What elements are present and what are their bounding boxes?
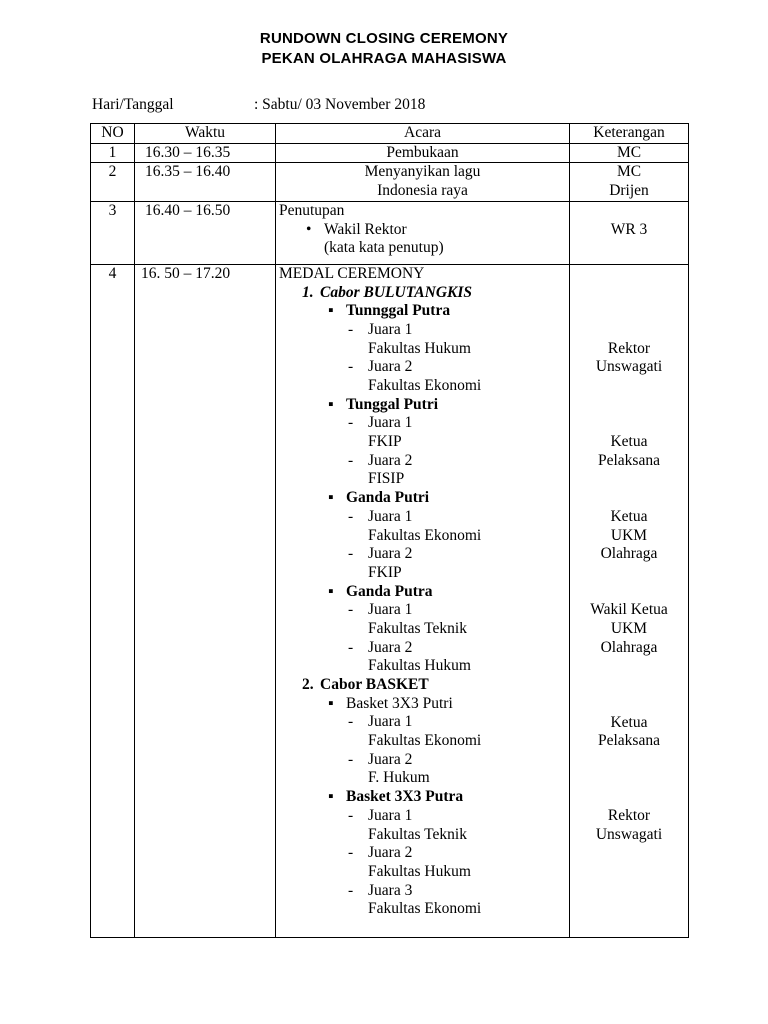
row-acara: Pembukaan (276, 143, 570, 163)
winner-faculty: Fakultas Ekonomi (368, 526, 482, 544)
keterangan-line: Rektor (607, 339, 651, 357)
col-header-waktu: Waktu (135, 124, 276, 144)
winner-rank: - Juara 3 (348, 881, 413, 899)
table-row (91, 143, 689, 163)
date-value: : Sabtu/ 03 November 2018 (254, 96, 426, 113)
keterangan-line: Drijen (609, 182, 649, 200)
event-heading: ▪ Tunggal Putri (328, 395, 439, 413)
square-bullet-icon: ▪ (328, 694, 334, 712)
row-keterangan (570, 201, 689, 264)
square-bullet-icon: ▪ (328, 582, 334, 600)
winner-rank: - Juara 1 (348, 320, 413, 338)
dash-icon: - (348, 507, 354, 525)
dash-icon: - (348, 414, 354, 432)
winner-faculty: Fakultas Teknik (368, 825, 467, 843)
keterangan-line: Unswagati (595, 825, 663, 843)
dash-icon: - (348, 451, 354, 469)
keterangan-line: UKM (610, 526, 648, 544)
square-bullet-icon: ▪ (328, 489, 334, 507)
dash-icon: - (348, 881, 354, 899)
acara-line: Menyanyikan lagu (364, 163, 481, 181)
cabor-heading: 2. Cabor BASKET (302, 676, 429, 693)
keterangan-line: Pelaksana (598, 451, 660, 469)
dash-icon: - (348, 601, 354, 619)
keterangan-line: Ketua (610, 713, 648, 731)
winner-rank: - Juara 2 (348, 545, 413, 563)
winner-rank: - Juara 2 (348, 844, 413, 862)
keterangan-line: UKM (610, 620, 648, 638)
winner-faculty: FISIP (368, 470, 405, 488)
row-no: 2 (91, 163, 135, 201)
event-heading: ▪ Tunnggal Putra (328, 302, 451, 320)
dash-icon: - (348, 844, 354, 862)
dash-icon: - (348, 358, 354, 376)
keterangan-line: Ketua (610, 507, 648, 525)
winner-faculty: Fakultas Ekonomi (368, 900, 482, 918)
winner-faculty: FKIP (368, 433, 402, 451)
winner-faculty: Fakultas Hukum (368, 862, 471, 880)
dash-icon: - (348, 750, 354, 768)
square-bullet-icon: ▪ (328, 395, 334, 413)
table-row (91, 163, 689, 201)
keterangan-line: Rektor (607, 807, 651, 825)
bullet-icon: • (306, 220, 312, 238)
table-header-row (91, 124, 689, 144)
acara-bullet-text: Wakil Rektor (324, 220, 407, 238)
keterangan-line: Olahraga (600, 545, 658, 563)
row-no: 3 (91, 201, 135, 264)
acara-title: Penutupan (279, 201, 345, 219)
winner-rank: - Juara 1 (348, 806, 413, 824)
winner-rank: - Juara 2 (348, 358, 413, 376)
acara-sub: (kata kata penutup) (324, 239, 444, 257)
keterangan-line: Wakil Ketua (590, 601, 668, 619)
winner-faculty: Fakultas Ekonomi (368, 377, 482, 394)
winner-rank: - Juara 1 (348, 414, 413, 432)
winner-faculty: F. Hukum (368, 769, 430, 787)
row-keterangan-medal (570, 264, 689, 937)
rundown-table (90, 123, 689, 938)
winner-rank: - Juara 1 (348, 507, 413, 525)
row-acara (276, 201, 570, 264)
event-heading: ▪ Basket 3X3 Putri (328, 694, 453, 712)
dash-icon: - (348, 320, 354, 338)
col-header-no: NO (91, 124, 135, 144)
col-header-acara: Acara (276, 124, 570, 144)
keterangan-line: Ketua (610, 433, 648, 451)
col-header-keterangan: Keterangan (570, 124, 689, 144)
row-acara (276, 163, 570, 201)
date-row (92, 96, 426, 114)
winner-rank: - Juara 2 (348, 750, 413, 768)
winner-faculty: Fakultas Hukum (368, 657, 471, 675)
winner-rank: - Juara 2 (348, 451, 413, 469)
acara-line: Indonesia raya (377, 182, 468, 200)
row-waktu: 16.30 – 16.35 (135, 143, 276, 163)
row-keterangan (570, 163, 689, 201)
square-bullet-icon: ▪ (328, 788, 334, 806)
winner-rank: - Juara 1 (348, 713, 413, 731)
keterangan-line: WR 3 (610, 220, 648, 238)
dash-icon: - (348, 638, 354, 656)
document-title-line1: RUNDOWN CLOSING CEREMONY (259, 30, 509, 47)
row-waktu: 16. 50 – 17.20 (135, 264, 276, 937)
square-bullet-icon: ▪ (328, 302, 334, 320)
winner-faculty: Fakultas Teknik (368, 619, 467, 637)
event-heading: ▪ Ganda Putri (328, 489, 430, 507)
row-no: 4 (91, 264, 135, 937)
keterangan-line: MC (616, 163, 642, 181)
row-no: 1 (91, 143, 135, 163)
table-row (91, 264, 689, 937)
keterangan-line: Unswagati (595, 358, 663, 376)
winner-rank: - Juara 1 (348, 601, 413, 619)
date-label: Hari/Tanggal (92, 96, 174, 113)
row-acara-medal (276, 264, 570, 937)
dash-icon: - (348, 545, 354, 563)
dash-icon: - (348, 713, 354, 731)
cabor-heading: 1. Cabor BULUTANGKIS (302, 283, 473, 301)
acara-bullet-item (276, 221, 569, 240)
winner-rank: - Juara 2 (348, 638, 413, 656)
document-title-line2: PEKAN OLAHRAGA MAHASISWA (261, 50, 507, 67)
row-keterangan: MC (570, 143, 689, 163)
keterangan-line: Olahraga (600, 638, 658, 656)
keterangan-line: Pelaksana (598, 732, 660, 750)
acara-title: MEDAL CEREMONY (279, 264, 425, 282)
winner-faculty: Fakultas Hukum (368, 339, 471, 357)
event-heading: ▪ Basket 3X3 Putra (328, 788, 464, 806)
row-waktu: 16.35 – 16.40 (135, 163, 276, 201)
dash-icon: - (348, 806, 354, 824)
winner-faculty: FKIP (368, 563, 402, 581)
row-waktu: 16.40 – 16.50 (135, 201, 276, 264)
winner-faculty: Fakultas Ekonomi (368, 732, 482, 750)
table-row (91, 201, 689, 264)
event-heading: ▪ Ganda Putra (328, 582, 433, 600)
